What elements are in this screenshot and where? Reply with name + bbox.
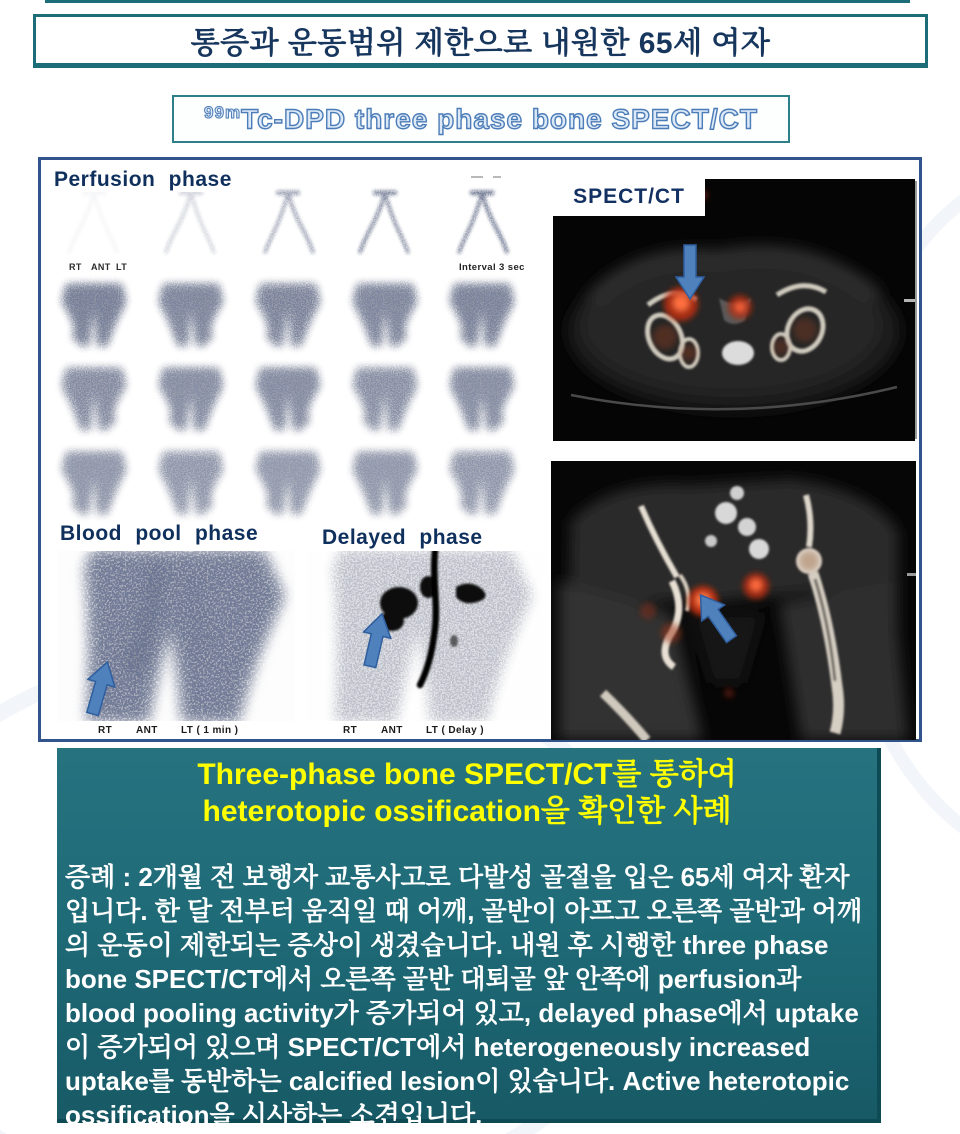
scintigram-tile [249, 444, 327, 520]
isotope-subtitle [204, 103, 758, 135]
marker-rt: RT [69, 262, 82, 272]
scintigram-tile [55, 188, 133, 258]
marker-ant: ANT [91, 262, 111, 272]
isotope-subtitle-box [172, 95, 790, 143]
scintigram-tile [346, 444, 424, 520]
isotope-superscript: 99m [204, 102, 242, 122]
scintigram-tile [55, 276, 133, 352]
scintigram-tile [152, 188, 230, 258]
scintigram-tile [346, 188, 424, 258]
spect-ct-label: SPECT/CT [573, 185, 685, 208]
spect-ct-axial-image [553, 179, 915, 441]
scintigram-tile [152, 360, 230, 436]
perfusion-grid-row [55, 188, 531, 258]
slice-position-tick [907, 573, 916, 576]
axial-fusion-scene [553, 179, 915, 441]
blood-pool-image [58, 551, 295, 721]
scintigram-tile [152, 276, 230, 352]
slide-title-box [33, 14, 928, 68]
slice-position-tick [904, 299, 915, 302]
scintigram-tile [443, 360, 521, 436]
delayed-caption-rt: RT [343, 725, 358, 736]
coronal-fusion-scene [551, 461, 916, 740]
marker-lt: LT [116, 262, 128, 272]
blood-pool-caption-ant: ANT [136, 725, 158, 736]
imaging-panel [38, 157, 922, 742]
scintigram-tile [249, 276, 327, 352]
isotope-subtitle-text: Tc-DPD three phase bone SPECT/CT [241, 103, 758, 135]
interval-note: Interval 3 sec [459, 262, 525, 273]
scintigram-tile [249, 188, 327, 258]
scintigram-tile [55, 444, 133, 520]
delayed-image [306, 551, 543, 721]
image-scrollbar[interactable] [915, 181, 917, 439]
delayed-phase-label: Delayed phase [319, 526, 486, 550]
summary-body: 증례 : 2개월 전 보행자 교통사고로 다발성 골절을 입은 65세 여자 환자입니다. 한 달 전부터 움직일 때 어깨, 골반이 아프고 오른쪽 골반과 어깨의 운동이 제한되는 증상이 생겼습니다. 내원 후 시행한 three phase bone SPECT/CT에서 오른쪽 골반 대퇴골 앞 안쪽에 perfusion과 blood pooling activity가 증가되어 있고, delayed phase에서 uptake이 증가되어 있으며 SPECT/CT에서 heterogeneously increased uptake를 동반하는 calcified lesion이 있습니다. Active heterotopic ossification을 시사하는 소견입니다. [65, 862, 863, 1130]
scintigram-tile [249, 360, 327, 436]
perfusion-grid-caption [55, 260, 531, 276]
summary-title-line1: Three-phase bone SPECT/CT를 통하여 [197, 758, 737, 791]
summary-title-line2: heterotopic ossification을 확인한 사례 [202, 795, 732, 828]
perfusion-phase-label: Perfusion phase [51, 168, 235, 192]
perfusion-grid-row [55, 276, 531, 352]
scintigram-tile [346, 276, 424, 352]
blood-pool-caption-rt: RT [98, 725, 113, 736]
perfusion-grid-row [55, 444, 531, 520]
scintigram-tile [55, 360, 133, 436]
spect-ct-label-box [553, 178, 705, 216]
summary-title [57, 756, 877, 830]
delayed-caption-lt: LT ( Delay ) [426, 725, 484, 736]
scintigram-tile [346, 360, 424, 436]
scintigram-tile [443, 444, 521, 520]
slide-title: 통증과 운동범위 제한으로 내원한 65세 여자 [190, 27, 771, 60]
blood-pool-caption-lt: LT ( 1 min ) [181, 725, 239, 736]
perfusion-grid-row [55, 360, 531, 436]
perfusion-grid [55, 188, 531, 520]
delayed-scintigram [306, 551, 543, 721]
case-summary-box [57, 748, 881, 1130]
scintigram-tile [443, 276, 521, 352]
delayed-caption-ant: ANT [381, 725, 403, 736]
scintigram-tile [152, 444, 230, 520]
top-divider-line [45, 0, 910, 3]
blood-pool-phase-label: Blood pool phase [57, 522, 261, 546]
spect-ct-coronal-image [551, 461, 916, 740]
print-artifact [471, 176, 505, 180]
scintigram-tile [443, 188, 521, 258]
down-arrow-icon [675, 244, 705, 300]
